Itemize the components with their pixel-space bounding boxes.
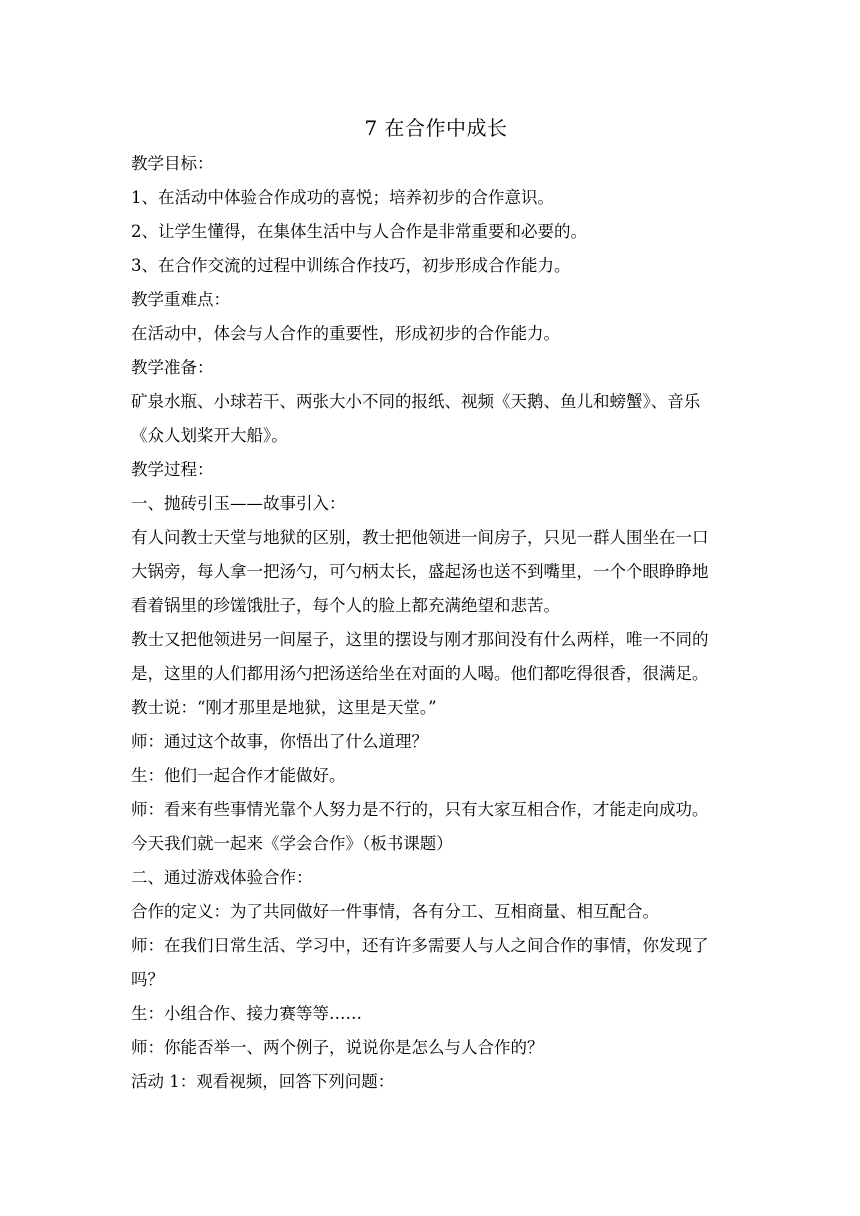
heading-teaching-goals: 教学目标： xyxy=(131,154,214,173)
story-paragraph-2-line-1: 教士又把他领进另一间屋子，这里的摆设与刚才那间没有什么两样，唯一不同的 xyxy=(131,630,709,649)
document-body xyxy=(131,113,741,1099)
section-1-heading: 一、抛砖引玉——故事引入： xyxy=(131,494,346,513)
preparation-text-line-2: 《众人划桨开大船》。 xyxy=(131,426,288,445)
teacher-question-3: 师：你能否举一、两个例子，说说你是怎么与人合作的？ xyxy=(131,1038,544,1057)
activity-1-heading: 活动 1：观看视频，回答下列问题： xyxy=(131,1072,395,1091)
goal-1: 1、在活动中体验合作成功的喜悦；培养初步的合作意识。 xyxy=(131,188,554,207)
section-2-heading: 二、通过游戏体验合作： xyxy=(131,868,313,887)
goal-2: 2、让学生懂得，在集体生活中与人合作是非常重要和必要的。 xyxy=(131,222,587,241)
story-paragraph-2-line-2: 是，这里的人们都用汤勺把汤送给坐在对面的人喝。他们都吃得很香，很满足。 xyxy=(131,664,709,683)
goal-3: 3、在合作交流的过程中训练合作技巧，初步形成合作能力。 xyxy=(131,256,571,275)
teacher-remark-line-1: 师：看来有些事情光靠个人努力是不行的，只有大家互相合作，才能走向成功。 xyxy=(131,800,709,819)
lesson-title: 7 在合作中成长 xyxy=(364,116,508,140)
teacher-remark-line-2: 今天我们就一起来《学会合作》（板书课题） xyxy=(131,834,453,853)
story-paragraph-1-line-1: 有人问教士天堂与地狱的区别，教士把他领进一间房子，只见一群人围坐在一口 xyxy=(131,528,709,547)
key-points-text: 在活动中，体会与人合作的重要性，形成初步的合作能力。 xyxy=(131,324,560,343)
heading-preparation: 教学准备： xyxy=(131,358,214,377)
student-answer-2: 生：小组合作、接力赛等等…… xyxy=(131,1004,362,1023)
student-answer-1: 生：他们一起合作才能做好。 xyxy=(131,766,346,785)
teacher-question-1: 师：通过这个故事，你悟出了什么道理？ xyxy=(131,732,428,751)
story-paragraph-1-line-2: 大锅旁，每人拿一把汤勺，可勺柄太长，盛起汤也送不到嘴里，一个个眼睁睁地 xyxy=(131,562,709,581)
heading-teaching-process: 教学过程： xyxy=(131,460,214,479)
teacher-question-2-line-2: 吗？ xyxy=(131,970,164,989)
story-paragraph-2-line-3: 教士说：“刚才那里是地狱，这里是天堂。” xyxy=(131,698,437,717)
teacher-question-2-line-1: 师：在我们日常生活、学习中，还有许多需要人与人之间合作的事情，你发现了 xyxy=(131,936,709,955)
preparation-text-line-1: 矿泉水瓶、小球若干、两张大小不同的报纸、视频《天鹅、鱼儿和螃蟹》、音乐 xyxy=(131,392,701,411)
heading-key-points: 教学重难点： xyxy=(131,290,230,309)
story-paragraph-1-line-3: 看着锅里的珍馐饿肚子，每个人的脸上都充满绝望和悲苦。 xyxy=(131,596,560,615)
cooperation-definition: 合作的定义：为了共同做好一件事情，各有分工、互相商量、相互配合。 xyxy=(131,902,659,921)
